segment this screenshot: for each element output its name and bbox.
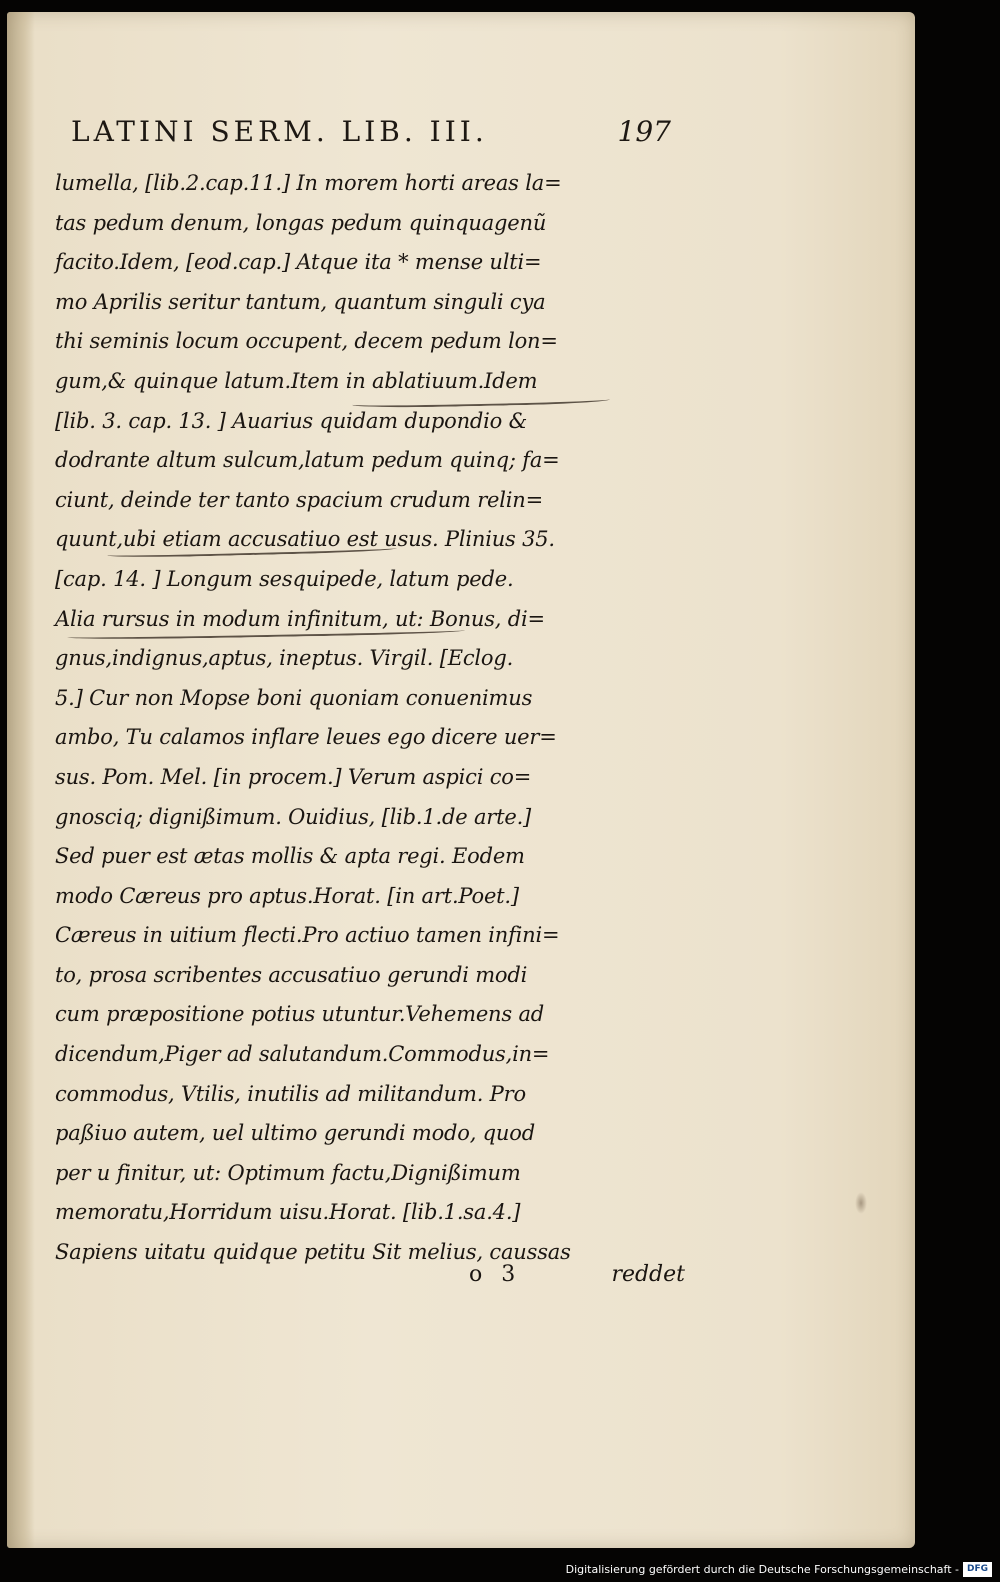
text-line: thi seminis locum occupent, decem pedum lon=	[55, 329, 558, 354]
page-footer	[55, 1262, 685, 1302]
page-number: 197	[617, 115, 671, 148]
ink-smudge	[855, 1192, 867, 1214]
text-line: Cæreus in uitium flecti.Pro actiuo tamen infini=	[55, 923, 560, 948]
text-line: lumella, [lib.2.cap.11.] In morem horti areas la=	[55, 171, 562, 195]
dfg-logo: DFG	[963, 1562, 992, 1577]
text-line: cum præpositione potius utuntur.Vehemens ad	[55, 1002, 545, 1027]
text-line: Sed puer est ætas mollis & apta regi. Eodem	[55, 844, 525, 869]
text-line: facito.Idem, [eod.cap.] Atque ita * mense ulti=	[55, 250, 542, 275]
text-line: [cap. 14. ] Longum sesquipede, latum pede.	[55, 566, 514, 591]
page-gutter-shadow	[7, 12, 35, 1548]
text-line: per u finitur, ut: Optimum factu,Dignißimum	[55, 1160, 521, 1185]
text-line: ambo, Tu calamos inflare leues ego dicere uer=	[55, 725, 557, 750]
page-header	[71, 115, 671, 155]
credit-text: Digitalisierung gefördert durch die Deutsche Forschungsgemeinschaft -	[565, 1562, 959, 1576]
book-page	[7, 12, 915, 1548]
catchword: reddet	[611, 1262, 685, 1287]
text-line: dicendum,Piger ad salutandum.Commodus,in=	[55, 1042, 550, 1067]
text-line: gnosciq; dignißimum. Ouidius, [lib.1.de arte.]	[55, 804, 532, 829]
text-line: [lib. 3. cap. 13. ] Auarius quidam dupondio &	[55, 408, 528, 433]
text-line: Sapiens uitatu quidque petitu Sit melius, caussas	[55, 1240, 571, 1265]
body-text	[55, 164, 695, 1273]
text-line: mo Aprilis seritur tantum, quantum singuli cya	[55, 289, 546, 314]
text-line: gum,& quinque latum.Item in ablatiuum.Idem	[55, 368, 538, 393]
text-line: Alia rursus in modum infinitum, ut: Bonus, di=	[55, 606, 545, 631]
text-line: modo Cæreus pro aptus.Horat. [in art.Poet.]	[55, 883, 519, 908]
running-title: LATINI SERM. LIB. III.	[71, 115, 488, 148]
text-line: ciunt, deinde ter tanto spacium crudum relin=	[55, 487, 544, 512]
text-line: 5.] Cur non Mopse boni quoniam conuenimus	[55, 685, 533, 710]
text-line: dodrante altum sulcum,latum pedum quinq; fa=	[55, 448, 560, 473]
text-line: sus. Pom. Mel. [in procem.] Verum aspici co=	[55, 764, 532, 789]
signature-mark: o 3	[469, 1262, 522, 1287]
text-line: paßiuo autem, uel ultimo gerundi modo, quod	[55, 1121, 535, 1146]
text-line: tas pedum denum, longas pedum quinquagenũ	[55, 210, 547, 235]
text-line: to, prosa scribentes accusatiuo gerundi modi	[55, 962, 528, 987]
text-line: quunt,ubi etiam accusatiuo est usus. Plinius 35.	[55, 527, 555, 552]
text-line: commodus, Vtilis, inutilis ad militandum. Pro	[55, 1081, 526, 1106]
text-line: memoratu,Horridum uisu.Horat. [lib.1.sa.4.]	[55, 1200, 521, 1225]
digitization-credit	[566, 1558, 992, 1580]
text-line: gnus,indignus,aptus, ineptus. Virgil. [Eclog.	[55, 646, 514, 671]
